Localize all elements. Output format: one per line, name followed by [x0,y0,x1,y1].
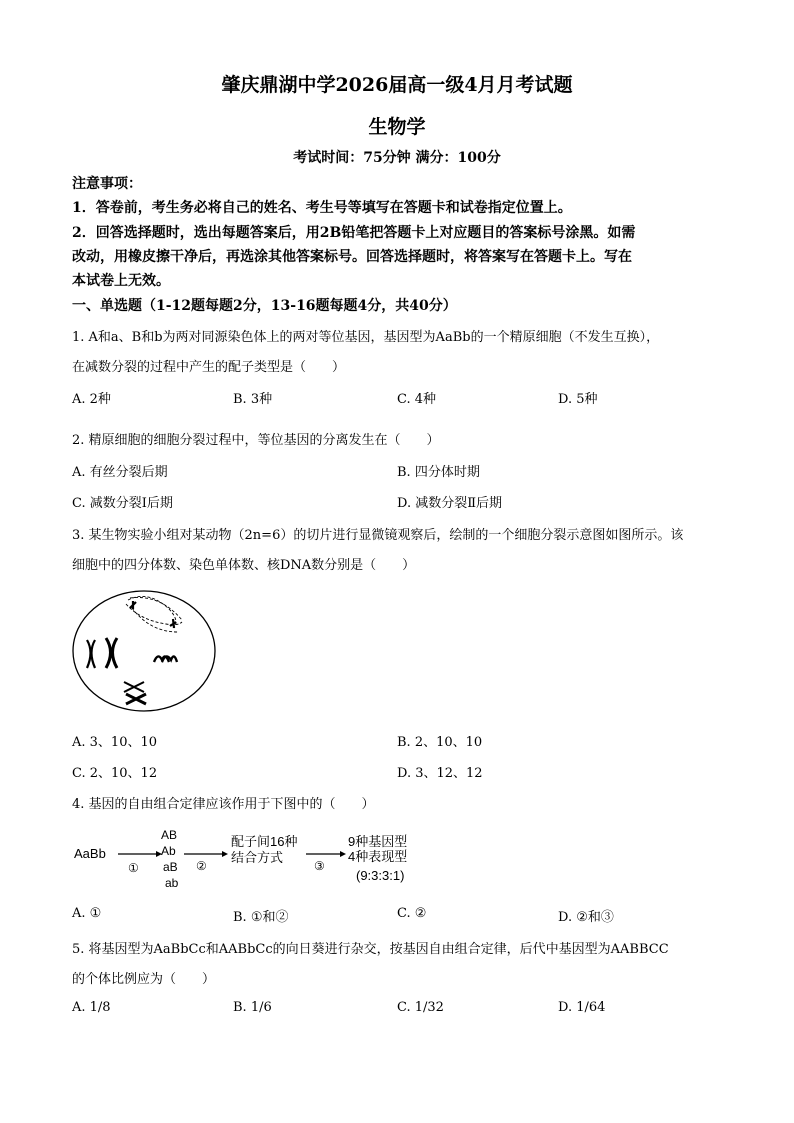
q1-option-c: C. 4种 [397,392,437,407]
gene-flow-diagram [70,822,430,892]
gamete-ab-lower: ab [165,876,179,890]
exam-meta: 考试时间：75分钟 满分：100分 [293,150,501,166]
q5-option-a: A. 1/8 [72,1000,111,1015]
q2-option-b: B. 四分体时期 [397,465,480,480]
step-3-label: ③ [314,859,325,873]
q5-option-d: D. 1/64 [558,1000,606,1015]
q2-option-d: D. 减数分裂Ⅱ后期 [397,496,503,511]
q2-option-c: C. 减数分裂Ⅰ后期 [72,496,173,511]
q4-option-a: A. ① [72,906,102,921]
q4-stem: 4. 基因的自由组合定律应该作用于下图中的（ ） [72,797,375,812]
q3-option-b: B. 2、10、10 [397,735,483,750]
q3-stem-line1: 3. 某生物实验小组对某动物（2n=6）的切片进行显微镜观察后，绘制的一个细胞分裂示意图如图所示。该 [72,528,684,543]
q1-option-b: B. 3种 [233,392,273,407]
cell-membrane [73,591,215,711]
q1-option-d: D. 5种 [558,392,598,407]
q3-option-d: D. 3、12、12 [397,766,483,781]
exam-title: 肇庆鼎湖中学2026届高一级4月月考试题 [221,74,573,96]
q2-option-a: A. 有丝分裂后期 [72,465,168,480]
q3-option-c: C. 2、10、12 [72,766,158,781]
q2-stem: 2. 精原细胞的细胞分裂过程中，等位基因的分离发生在（ ） [72,433,440,448]
result-ratio: (9:3:3:1) [356,868,405,883]
notice-heading: 注意事项： [72,176,142,192]
step-1-label: ① [128,861,139,875]
notice-item-1: 1．答卷前，考生务必将自己的姓名、考生号等填写在答题卡和试卷指定位置上。 [72,200,572,216]
q3-stem-line2: 细胞中的四分体数、染色单体数、核DNA数分别是（ ） [72,558,416,573]
notice-item-2-line2: 改动，用橡皮擦干净后，再选涂其他答案标号。回答选择题时，将答案写在答题卡上。写在 [72,249,632,265]
q3-option-a: A. 3、10、10 [72,735,158,750]
q5-option-b: B. 1/6 [233,1000,272,1015]
q5-stem-line2: 的个体比例应为（ ） [72,972,216,987]
q1-stem-line1: 1. A和a、B和b为两对同源染色体上的两对等位基因，基因型为AaBb的一个精原细胞（不发生互换）， [72,330,660,345]
result-line2: 4种表现型 [348,849,408,864]
q5-stem-line1: 5. 将基因型为AaBbCc和AABbCc的向日葵进行杂交，按基因自由组合定律，后代中基因型为AABBCC [72,942,669,957]
diagram-parent: AaBb [74,846,106,861]
gamete-ab-mixed: Ab [161,844,176,858]
q1-option-a: A. 2种 [72,392,111,407]
notice-item-2-line3: 本试卷上无效。 [72,273,170,289]
q4-option-b: B. ①和② [233,910,289,925]
notice-item-2-line1: 2．回答选择题时，选出每题答案后，用2B铅笔把答题卡上对应题目的答案标号涂黑。如需 [72,225,636,241]
step-2-label: ② [196,859,207,873]
combo-line2: 结合方式 [231,850,284,865]
q5-option-c: C. 1/32 [397,1000,444,1015]
q4-option-c: C. ② [397,906,427,921]
subject-title: 生物学 [368,116,426,138]
gamete-ab-upper: AB [161,828,178,842]
q1-stem-line2: 在减数分裂的过程中产生的配子类型是（ ） [72,360,346,375]
gamete-ab-mixed-2: aB [163,860,178,874]
section-heading: 一、单选题（1-12题每题2分，13-16题每题4分，共40分） [72,298,457,314]
cell-division-figure [70,588,220,718]
q4-option-d: D. ②和③ [558,910,614,925]
result-line1: 9种基因型 [348,834,408,849]
combo-line1: 配子间16种 [231,834,298,849]
